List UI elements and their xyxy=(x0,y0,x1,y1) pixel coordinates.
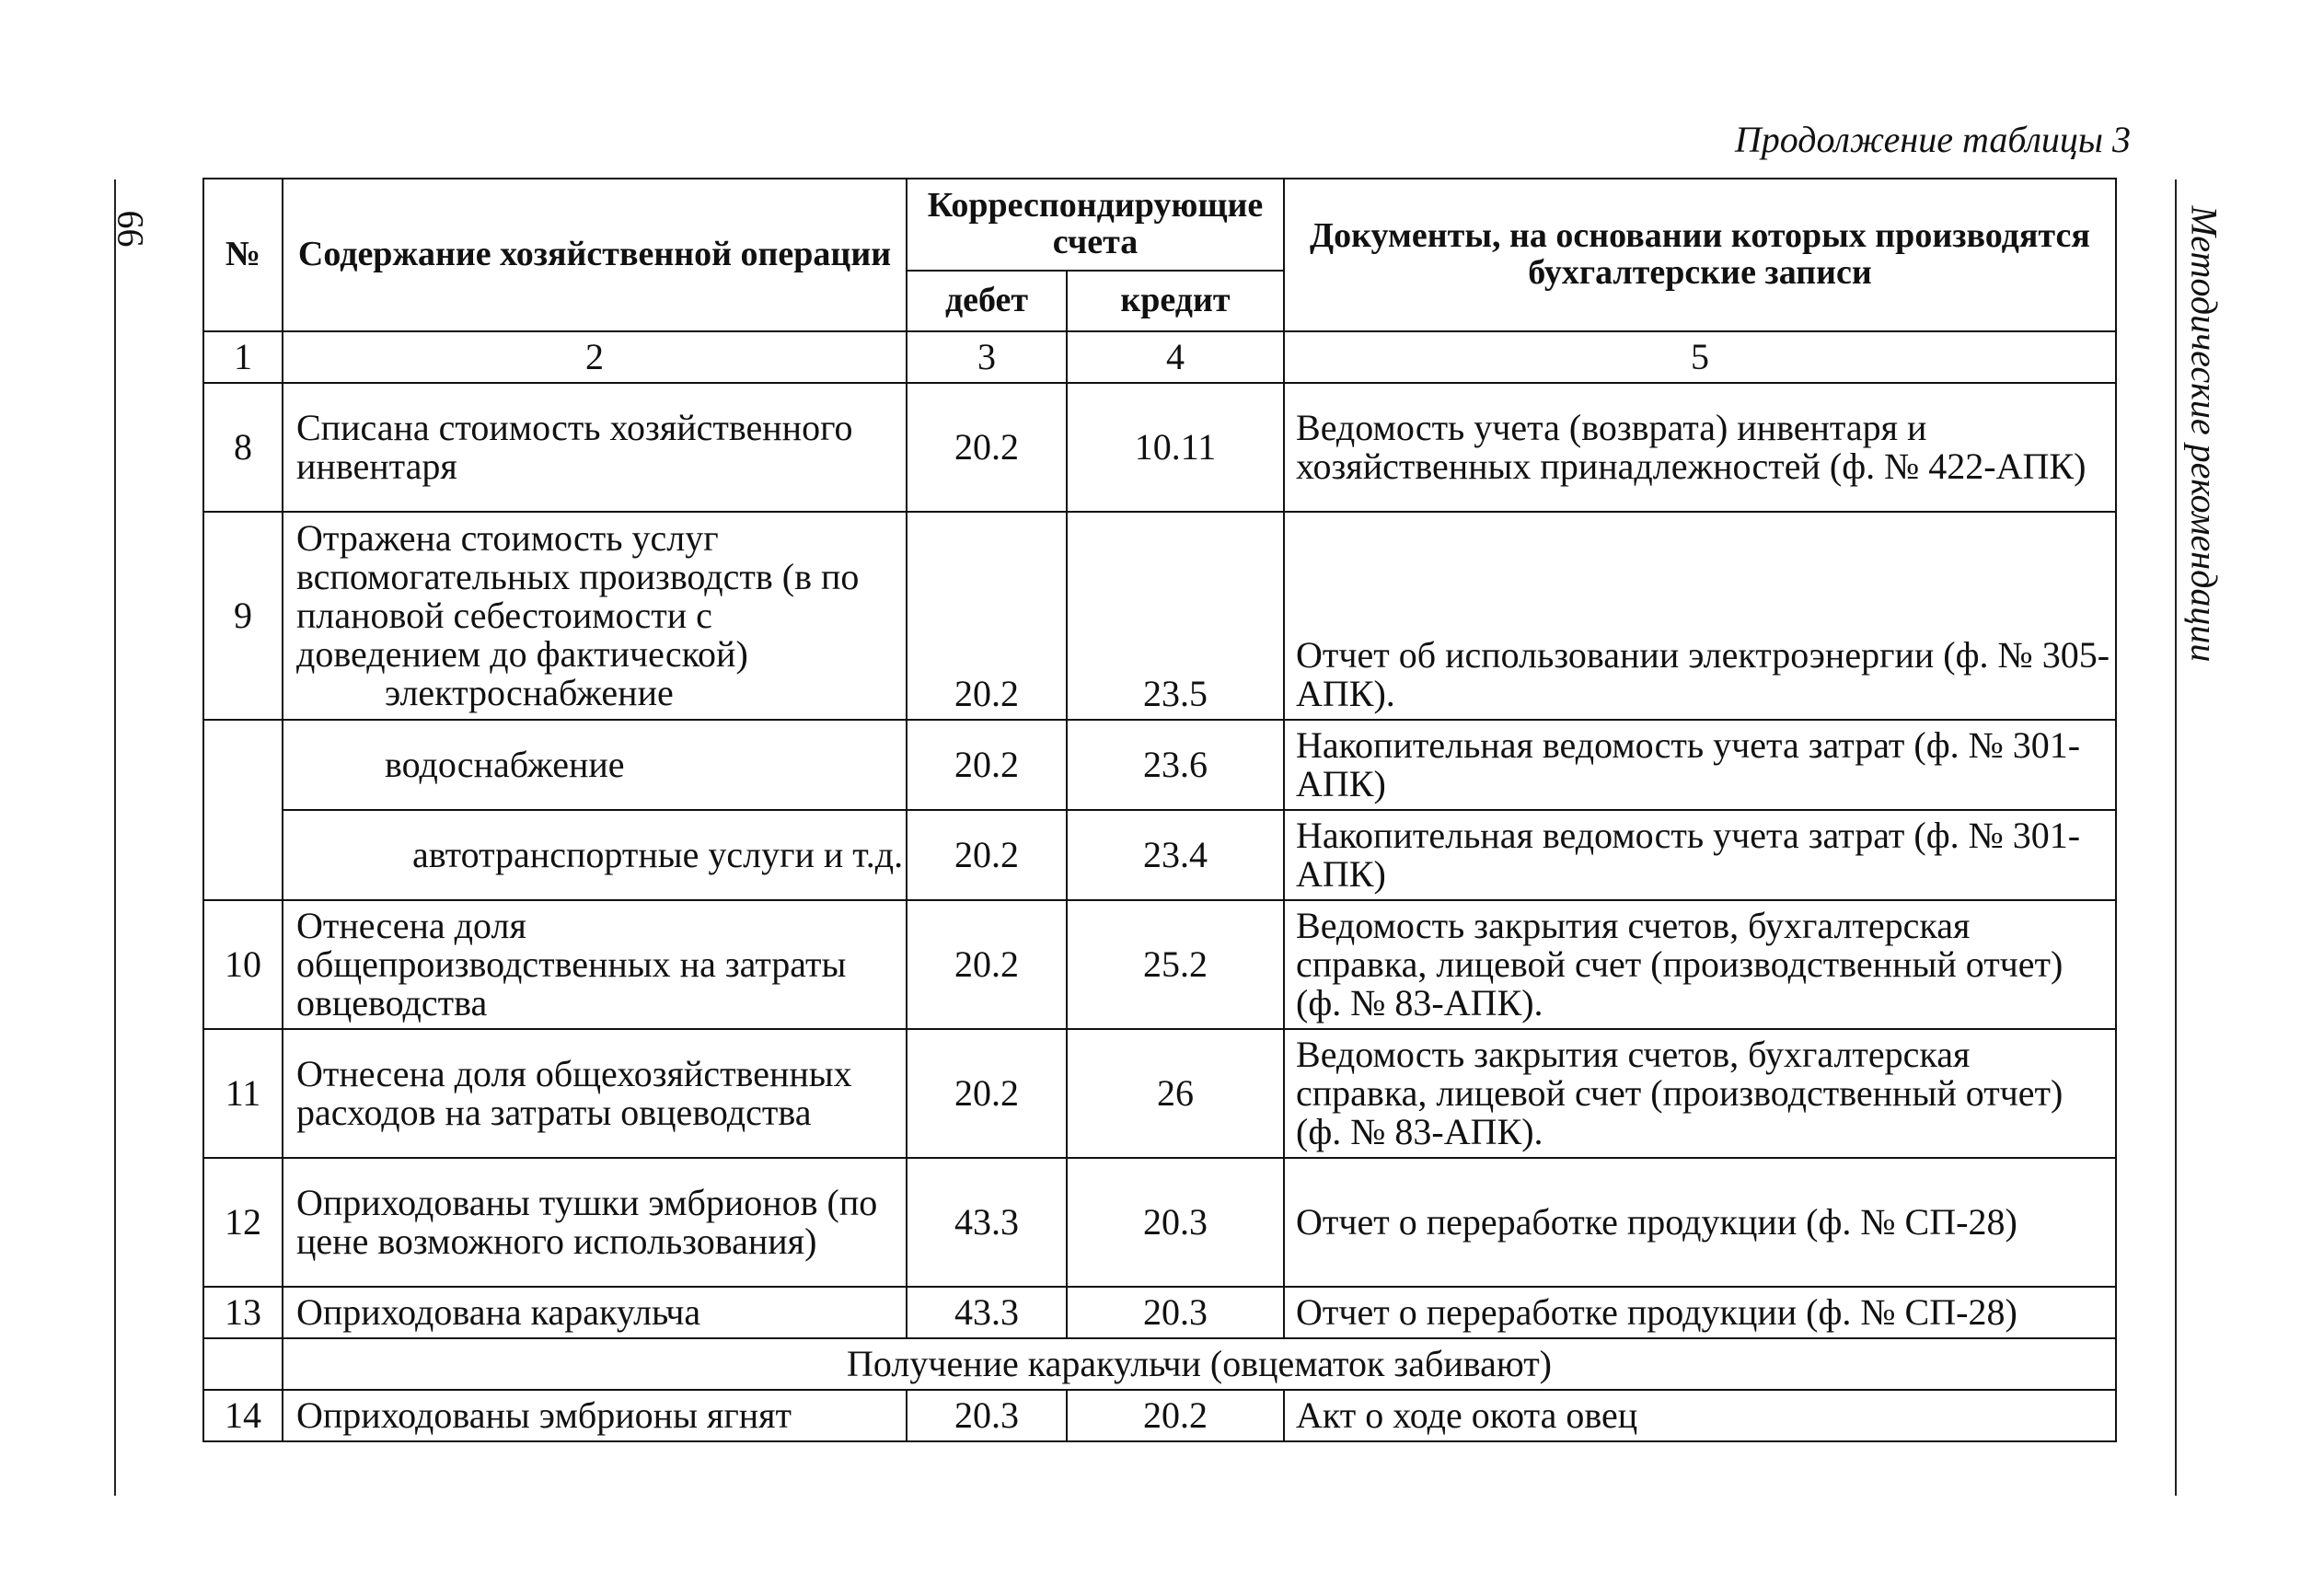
colnum-2: 2 xyxy=(283,331,907,383)
colnum-4: 4 xyxy=(1067,331,1284,383)
row-debit: 20.2 xyxy=(907,383,1067,512)
row-operation: Отнесена доля общехозяйственных расходов на затраты овцеводства xyxy=(283,1029,907,1158)
table-row xyxy=(203,512,2116,720)
row-debit: 20.2 xyxy=(907,720,1067,810)
row-document: Ведомость закрытия счетов, бухгалтерская справка, лицевой счет (производственный отчет) (ф. № 83-АПК). xyxy=(1284,900,2116,1029)
row-document: Отчет о переработке продукции (ф. № СП-28) xyxy=(1284,1287,2116,1338)
accounting-entries-table xyxy=(202,178,2117,1442)
header-content: Содержание хозяйственной операции xyxy=(283,179,907,331)
section-num-empty xyxy=(203,1338,283,1390)
header-documents: Документы, на основании которых производятся бухгалтерские записи xyxy=(1284,179,2116,331)
row-num: 11 xyxy=(203,1029,283,1158)
row-operation-main: Отражена стоимость услуг вспомогательных производств (в по плановой себестоимости с доведением до фактической) xyxy=(296,517,860,675)
row-operation: Отнесена доля общепроизводственных на затраты овцеводства xyxy=(283,900,907,1029)
row-operation: водоснабжение xyxy=(283,720,907,810)
header-accounts: Корреспондирующие счета xyxy=(907,179,1284,271)
row-document: Акт о ходе окота овец xyxy=(1284,1390,2116,1441)
row-num-empty xyxy=(203,720,283,900)
colnum-5: 5 xyxy=(1284,331,2116,383)
row-num: 12 xyxy=(203,1158,283,1287)
row-document: Ведомость учета (возврата) инвентаря и хозяйственных принадлежностей (ф. № 422-АПК) xyxy=(1284,383,2116,512)
table-row xyxy=(203,720,2116,810)
header-credit: кредит xyxy=(1067,271,1284,331)
row-credit: 20.2 xyxy=(1067,1390,1284,1441)
row-operation: Оприходованы эмбрионы ягнят xyxy=(283,1390,907,1441)
header-num: № xyxy=(203,179,283,331)
row-operation: Списана стоимость хозяйственного инвентаря xyxy=(283,383,907,512)
row-credit: 10.11 xyxy=(1067,383,1284,512)
row-document: Отчет о переработке продукции (ф. № СП-28) xyxy=(1284,1158,2116,1287)
row-document: Накопительная ведомость учета затрат (ф. № 301-АПК) xyxy=(1284,720,2116,810)
row-credit: 26 xyxy=(1067,1029,1284,1158)
row-num: 13 xyxy=(203,1287,283,1338)
table-row xyxy=(203,1390,2116,1441)
row-operation: Оприходованы тушки эмбрионов (по цене возможного использования) xyxy=(283,1158,907,1287)
row-num: 9 xyxy=(203,512,283,720)
colnum-1: 1 xyxy=(203,331,283,383)
row-credit: 23.4 xyxy=(1067,810,1284,900)
row-operation: автотранспортные услуги и т.д. xyxy=(283,810,907,900)
right-margin-rule xyxy=(2175,179,2177,1496)
row-document: Отчет об использовании электроэнергии (ф. № 305-АПК). xyxy=(1284,512,2116,720)
left-margin-rule xyxy=(114,179,116,1496)
section-title: Получение каракульчи (овцематок забивают) xyxy=(283,1338,2116,1390)
continuation-title: Продолжение таблицы 3 xyxy=(1734,119,2131,160)
row-num: 8 xyxy=(203,383,283,512)
row-document: Ведомость закрытия счетов, бухгалтерская справка, лицевой счет (производственный отчет) (ф. № 83-АПК). xyxy=(1284,1029,2116,1158)
row-credit: 20.3 xyxy=(1067,1287,1284,1338)
row-operation xyxy=(283,512,907,720)
header-debit: дебет xyxy=(907,271,1067,331)
row-operation-sub: электроснабжение xyxy=(385,672,674,713)
row-debit: 20.3 xyxy=(907,1390,1067,1441)
table-row xyxy=(203,1287,2116,1338)
page-number: 66 xyxy=(110,210,152,248)
row-credit: 25.2 xyxy=(1067,900,1284,1029)
row-debit: 43.3 xyxy=(907,1287,1067,1338)
row-debit: 20.2 xyxy=(907,810,1067,900)
section-row xyxy=(203,1338,2116,1390)
row-credit: 20.3 xyxy=(1067,1158,1284,1287)
row-debit: 20.2 xyxy=(907,512,1067,720)
row-debit: 20.2 xyxy=(907,1029,1067,1158)
table-row xyxy=(203,1158,2116,1287)
row-num: 14 xyxy=(203,1390,283,1441)
row-debit: 43.3 xyxy=(907,1158,1067,1287)
table-row xyxy=(203,1029,2116,1158)
row-num: 10 xyxy=(203,900,283,1029)
running-side-title: Методические рекомендации xyxy=(2183,205,2225,663)
row-document: Накопительная ведомость учета затрат (ф. № 301-АПК) xyxy=(1284,810,2116,900)
column-number-row xyxy=(203,331,2116,383)
row-operation: Оприходована каракульча xyxy=(283,1287,907,1338)
table-row xyxy=(203,810,2116,900)
row-credit: 23.5 xyxy=(1067,512,1284,720)
row-debit: 20.2 xyxy=(907,900,1067,1029)
colnum-3: 3 xyxy=(907,331,1067,383)
row-credit: 23.6 xyxy=(1067,720,1284,810)
table-row xyxy=(203,383,2116,512)
table-row xyxy=(203,900,2116,1029)
